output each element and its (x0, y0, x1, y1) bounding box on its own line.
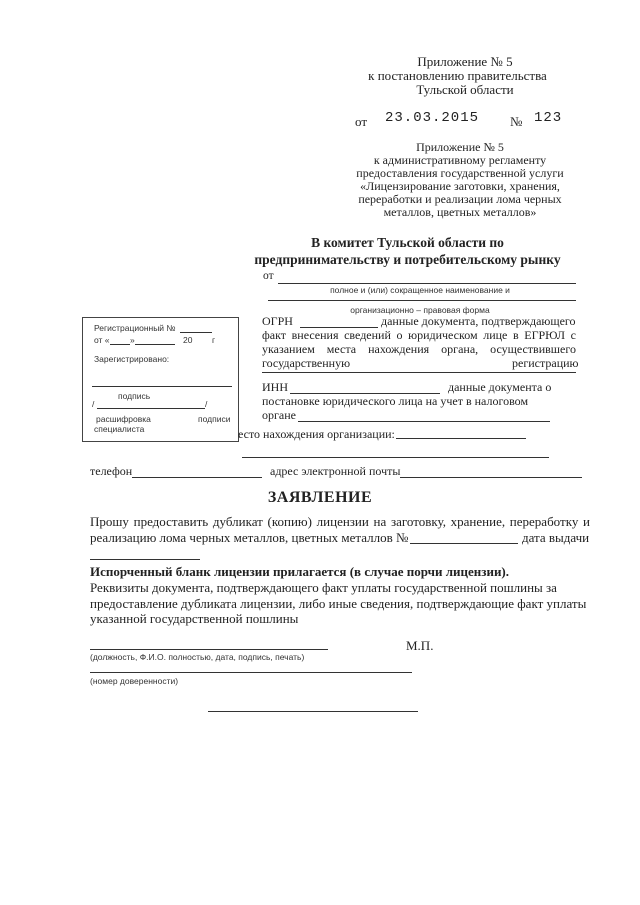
reg-number-label: Регистрационный № (94, 323, 176, 333)
proxy-hint: (номер доверенности) (90, 676, 179, 686)
reg-month-field[interactable] (135, 344, 175, 345)
applicant-form-field[interactable] (268, 300, 576, 301)
applicant-name-field[interactable] (278, 283, 576, 284)
reg-quote-close: » (130, 335, 135, 345)
issue-date-field[interactable] (90, 559, 200, 560)
email-label: адрес электронной почты (270, 464, 401, 478)
reg-year: 20 (183, 335, 193, 345)
addressee-line2: предпринимательству и потребительскому рынку (254, 252, 561, 267)
phone-field[interactable] (132, 477, 262, 478)
location-field[interactable] (396, 438, 526, 439)
phone-label: телефон (90, 464, 133, 478)
statement-p1-line1: Прошу предоставить дубликат (копию) лицензии на заготовку, хранение, переработку и (90, 514, 590, 529)
hint-name: полное и (или) сокращенное наименование и (330, 285, 510, 295)
reg-number-field[interactable] (180, 332, 212, 333)
damaged-form-note: Испорченный бланк лицензии прилагается (в случае порчи лицензии). (90, 564, 510, 579)
reg-year-suffix: г (212, 335, 216, 345)
appendix2-line2: к административному регламенту (373, 153, 547, 167)
bottom-line (208, 711, 418, 712)
location-field-2[interactable] (242, 457, 549, 458)
appendix-title: Приложение № 5 (417, 54, 513, 69)
ogrn-text-line4a: государственную (262, 356, 351, 370)
inn-text-line2: постановке юридического лица на учет в налоговом (262, 394, 529, 408)
from-label: от (263, 270, 274, 282)
statement-p2-line3: указанной государственной пошлины (90, 611, 299, 626)
stamp-place: М.П. (406, 638, 434, 653)
hint-form: организационно – правовая форма (350, 305, 490, 315)
appendix2-line6: металлов, цветных металлов» (383, 205, 537, 219)
addressee-line1: В комитет Тульской области по (311, 235, 504, 250)
ogrn-text-line3: указанием места нахождения органа, осуществившего (262, 342, 576, 356)
resolution-date: 23.03.2015 (385, 110, 480, 126)
registered-label: Зарегистрировано: (94, 354, 170, 364)
specialist-hint: специалиста (94, 424, 145, 434)
statement-p1-line2a: реализацию лома черных металлов, цветных металлов № (90, 530, 409, 545)
signature2-hint: подписи (198, 414, 231, 424)
signatory-field[interactable] (90, 649, 328, 650)
reg-decoding-field[interactable] (97, 408, 205, 409)
appendix2-line3: предоставления государственной услуги (356, 166, 564, 180)
inn-text-line1: данные документа о (448, 380, 552, 394)
ogrn-text-line1: данные документа, подтверждающего (381, 314, 576, 328)
statement-title: ЗАЯВЛЕНИЕ (267, 489, 373, 506)
inn-label: ИНН (262, 380, 288, 394)
position-hint: (должность, Ф.И.О. полностью, дата, подпись, печать) (90, 652, 305, 662)
reg-date-from: от « (94, 335, 110, 345)
appendix2-line5: переработки и реализации лома черных (358, 192, 562, 206)
appendix-region: Тульской области (416, 82, 514, 97)
statement-p1-line2b: дата выдачи (522, 530, 590, 545)
reg-day-field[interactable] (110, 344, 130, 345)
ogrn-label: ОГРН (262, 314, 293, 328)
ogrn-registration-field[interactable] (262, 372, 576, 373)
appendix2-line4: «Лицензирование заготовки, хранения, (360, 179, 560, 193)
slash-right: / (205, 399, 208, 409)
statement-p2-line2: предоставление дубликата лицензии, либо иные сведения, подтверждающие факт уплаты (90, 596, 587, 611)
appendix2-line1: Приложение № 5 (416, 140, 504, 154)
resolution-number: 123 (534, 110, 563, 126)
decoding-hint: расшифровка (96, 414, 151, 424)
license-number-field[interactable] (410, 543, 518, 544)
statement-p2-line1: Реквизиты документа, подтверждающего факт уплаты государственной пошлины за (90, 580, 557, 595)
ogrn-text-line2: факт внесения сведений о юридическом лице в ЕГРЮЛ с (262, 328, 576, 342)
ogrn-text-line4b: регистрацию (512, 356, 579, 370)
location-label: есто нахождения организации: (238, 427, 395, 441)
number-prefix: № (510, 114, 523, 129)
signature-hint: подпись (118, 391, 151, 401)
appendix-resolution: к постановлению правительства (368, 68, 547, 83)
inn-text-line3: органе (262, 408, 296, 422)
email-field[interactable] (400, 477, 582, 478)
proxy-field[interactable] (90, 672, 412, 673)
inn-authority-field[interactable] (298, 421, 550, 422)
reg-signature-field[interactable] (92, 386, 232, 387)
date-prefix: от (355, 114, 368, 129)
slash-left: / (92, 399, 95, 409)
